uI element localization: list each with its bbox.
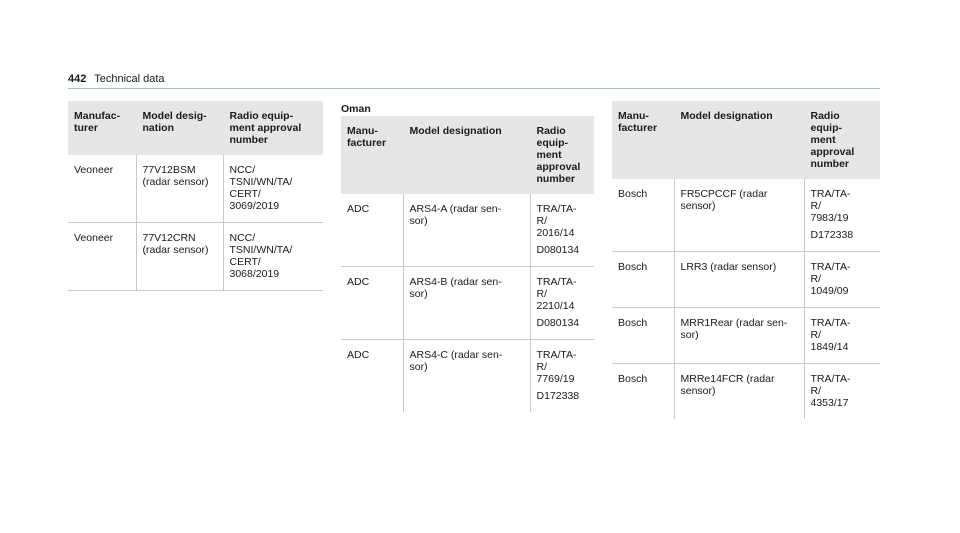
approval-table-3 xyxy=(612,101,880,419)
section-heading-oman: Oman xyxy=(341,103,371,115)
cell-approval: TRA/TA- R/ 4353/17 xyxy=(804,364,880,420)
cell-manufacturer: Veoneer xyxy=(68,223,136,291)
table-header-row xyxy=(341,116,594,194)
table-header-row xyxy=(612,101,880,179)
cell-manufacturer: Veoneer xyxy=(68,155,136,223)
cell-approval: NCC/ TSNI/WN/TA/ CERT/ 3069/2019 xyxy=(223,155,323,223)
cell-manufacturer: Bosch xyxy=(612,252,674,308)
cell-approval: TRA/TA- R/ 1849/14 xyxy=(804,308,880,364)
approval-table-oman xyxy=(341,116,594,412)
approval-code: D172338 xyxy=(810,229,854,241)
column-header-manufacturer: Manu- facturer xyxy=(612,101,674,179)
approval-number: TRA/TA- R/ 7769/19 xyxy=(536,349,577,385)
approval-code: D172338 xyxy=(536,390,580,402)
approval-number: TRA/TA- R/ 7983/19 xyxy=(810,188,851,224)
cell-manufacturer: Bosch xyxy=(612,308,674,364)
cell-model: MRRe14FCR (radar sensor) xyxy=(674,364,804,420)
cell-manufacturer: Bosch xyxy=(612,179,674,252)
table-row xyxy=(612,252,880,308)
cell-approval xyxy=(530,340,594,413)
approval-table-1 xyxy=(68,101,323,291)
header-divider xyxy=(68,88,880,89)
approval-code: D080134 xyxy=(536,244,580,256)
column-header-manufacturer: Manufac- turer xyxy=(68,101,136,155)
cell-model: ARS4-A (radar sen- sor) xyxy=(403,194,530,267)
cell-model: FR5CPCCF (radar sensor) xyxy=(674,179,804,252)
column-header-manufacturer: Manu- facturer xyxy=(341,116,403,194)
cell-approval: NCC/ TSNI/WN/TA/ CERT/ 3068/2019 xyxy=(223,223,323,291)
bosch-table-container xyxy=(612,101,881,409)
page-number: 442 xyxy=(68,73,87,85)
cell-model: MRR1Rear (radar sen- sor) xyxy=(674,308,804,364)
column-header-approval: Radio equip- ment approval number xyxy=(530,116,594,194)
cell-manufacturer: ADC xyxy=(347,349,370,361)
column-header-model: Model designation xyxy=(403,116,530,194)
cell-approval: TRA/TA- R/ 1049/09 xyxy=(804,252,880,308)
column-header-approval: Radio equip- ment approval number xyxy=(223,101,323,155)
table-row xyxy=(341,194,594,267)
cell-manufacturer: Bosch xyxy=(618,373,648,385)
table-row xyxy=(341,340,594,413)
table-row xyxy=(612,308,880,364)
table-row xyxy=(68,223,323,291)
approval-number: TRA/TA- R/ 2210/14 xyxy=(536,276,577,312)
cell-model: LRR3 (radar sensor) xyxy=(674,252,804,308)
oman-table-container xyxy=(341,116,595,402)
table-row xyxy=(612,364,880,420)
column-header-model: Model designation xyxy=(674,101,804,179)
cell-model: 77V12CRN (radar sensor) xyxy=(136,223,223,291)
cell-approval xyxy=(530,194,594,267)
cell-approval xyxy=(804,179,880,252)
table-row xyxy=(68,155,323,223)
cell-manufacturer: ADC xyxy=(341,267,403,340)
cell-model: 77V12BSM (radar sensor) xyxy=(136,155,223,223)
page-header xyxy=(68,73,165,86)
cell-model: ARS4-C (radar sen- sor) xyxy=(403,340,530,413)
section-title: Technical data xyxy=(94,73,165,85)
table-row xyxy=(341,267,594,340)
cell-approval xyxy=(530,267,594,340)
cell-model: ARS4-B (radar sen- sor) xyxy=(403,267,530,340)
column-header-model: Model desig- nation xyxy=(136,101,223,155)
approval-code: D080134 xyxy=(536,317,580,329)
table-header-row xyxy=(68,101,323,155)
approval-number: TRA/TA- R/ 2016/14 xyxy=(536,203,577,239)
column-header-approval: Radio equip- ment approval number xyxy=(804,101,880,179)
cell-manufacturer: ADC xyxy=(341,194,403,267)
table-row xyxy=(612,179,880,252)
